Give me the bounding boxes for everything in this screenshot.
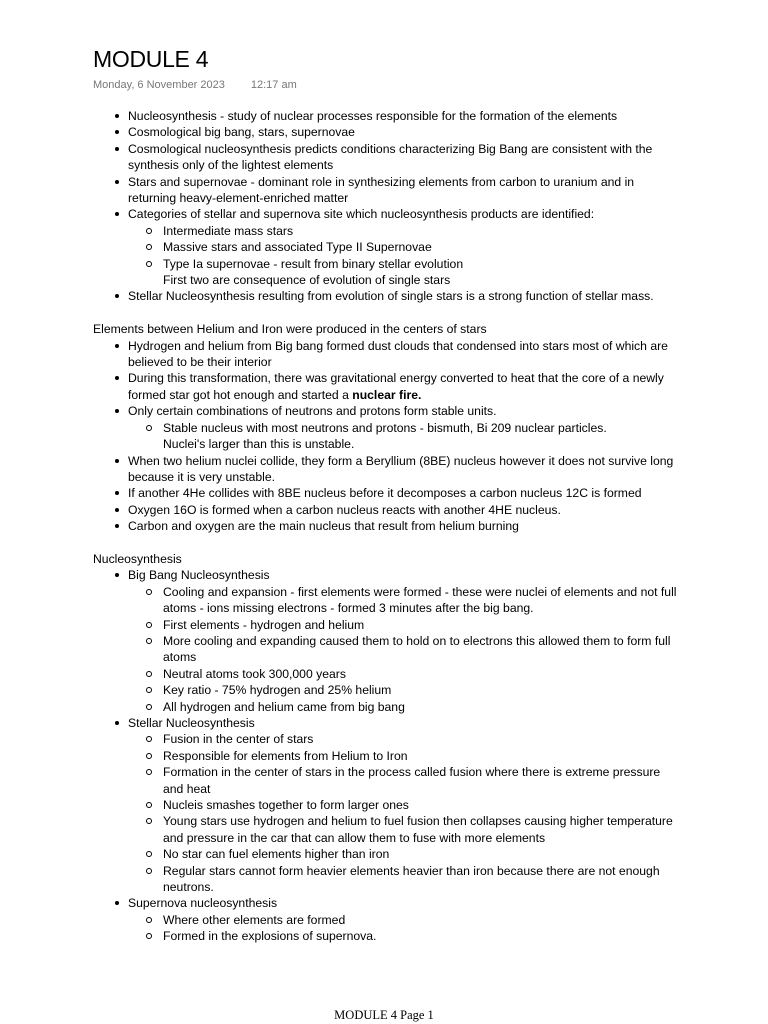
sublist-item: Type Ia supernovae - result from binary stellar evolution	[128, 256, 683, 272]
overview-list	[93, 108, 683, 305]
stellar-sublist	[128, 731, 683, 895]
sublist-item: Regular stars cannot form heavier elements heavier than iron because there are not enough neutrons.	[128, 863, 683, 896]
list-item	[93, 567, 683, 715]
list-item: Cosmological nucleosynthesis predicts conditions characterizing Big Bang are consistent with the synthesis only of the lightest elements	[93, 141, 683, 174]
list-item-text: Stellar Nucleosynthesis	[128, 716, 255, 730]
list-item	[93, 403, 683, 452]
list-item	[93, 206, 683, 288]
page-title: MODULE 4	[93, 46, 209, 72]
list-item	[93, 715, 683, 895]
sublist-item: Responsible for elements from Helium to Iron	[128, 748, 683, 764]
sublist-item: More cooling and expanding caused them to hold on to electrons this allowed them to form full atoms	[128, 633, 683, 666]
stability-sublist	[128, 420, 683, 453]
page-footer: MODULE 4 Page 1	[334, 1008, 434, 1022]
sublist-item: Intermediate mass stars	[128, 223, 683, 239]
nucleosynthesis-list	[93, 567, 683, 944]
list-item	[93, 895, 683, 944]
supernova-sublist	[128, 912, 683, 945]
sublist-item	[128, 420, 683, 453]
section-heading: Nucleosynthesis	[93, 551, 182, 566]
sublist-item-text: Stable nucleus with most neutrons and protons - bismuth, Bi 209 nuclear particles.	[163, 420, 607, 435]
sublist-item: No star can fuel elements higher than iron	[128, 846, 683, 862]
sublist-item: Neutral atoms took 300,000 years	[128, 666, 683, 682]
list-item: Nucleosynthesis - study of nuclear processes responsible for the formation of the elements	[93, 108, 683, 124]
sublist-item: Key ratio - 75% hydrogen and 25% helium	[128, 682, 683, 698]
sublist-item: Young stars use hydrogen and helium to fuel fusion then collapses causing higher temperature and pressure in the car that can allow them to fuse with more elements	[128, 813, 683, 846]
elements-list	[93, 338, 683, 535]
list-item	[93, 370, 683, 403]
page-date: Monday, 6 November 2023	[93, 79, 225, 91]
list-item-text: Big Bang Nucleosynthesis	[128, 568, 270, 583]
categories-sublist	[128, 223, 683, 272]
sublist-item: First elements - hydrogen and helium	[128, 617, 683, 633]
sublist-item-note: Nuclei's larger than this is unstable.	[163, 437, 355, 452]
list-item: Oxygen 16O is formed when a carbon nucleus reacts with another 4HE nucleus.	[93, 502, 683, 518]
list-item: Stellar Nucleosynthesis resulting from evolution of single stars is a strong function of stellar mass.	[93, 288, 683, 304]
list-item: When two helium nuclei collide, they form a Beryllium (8BE) nucleus however it does not survive long because it is very unstable.	[93, 453, 683, 486]
list-item: Hydrogen and helium from Big bang formed dust clouds that condensed into stars most of which are believed to be their interior	[93, 338, 683, 371]
page-time: 12:17 am	[250, 79, 297, 91]
page-content	[93, 108, 683, 945]
list-item-text: Categories of stellar and supernova site which nucleosynthesis products are identified:	[128, 207, 595, 222]
sublist-item: Massive stars and associated Type II Supernovae	[128, 239, 683, 255]
sublist-item: All hydrogen and helium came from big bang	[128, 699, 683, 715]
list-item: Stars and supernovae - dominant role in synthesizing elements from carbon to uranium and in returning heavy-element-enriched matter	[93, 174, 683, 207]
page-metadata	[93, 77, 297, 93]
bigbang-sublist	[128, 584, 683, 715]
sublist-item: Where other elements are formed	[128, 912, 683, 928]
list-item: If another 4He collides with 8BE nucleus before it decomposes a carbon nucleus 12C is formed	[93, 485, 683, 501]
categories-note: First two are consequence of evolution of single stars	[163, 273, 451, 288]
sublist-item: Cooling and expansion - first elements were formed - these were nuclei of elements and not full atoms - ions missing electrons - formed 3 minutes after the big bang.	[128, 584, 683, 617]
sublist-item: Nucleis smashes together to form larger ones	[128, 797, 683, 813]
section-heading: Elements between Helium and Iron were produced in the centers of stars	[93, 322, 487, 337]
bold-text: nuclear fire.	[352, 387, 422, 402]
sublist-item: Formed in the explosions of supernova.	[128, 928, 683, 944]
list-item: Carbon and oxygen are the main nucleus that result from helium burning	[93, 518, 683, 534]
list-item-text: During this transformation, there was gravitational energy converted to heat that the core of a newly formed star got hot enough and started a	[128, 371, 664, 402]
list-item-text: Only certain combinations of neutrons and protons form stable units.	[128, 404, 497, 419]
sublist-item: Fusion in the center of stars	[128, 731, 683, 747]
list-item-text: Supernova nucleosynthesis	[128, 896, 278, 911]
sublist-item: Formation in the center of stars in the process called fusion where there is extreme pressure and heat	[128, 764, 683, 797]
list-item: Cosmological big bang, stars, supernovae	[93, 124, 683, 140]
